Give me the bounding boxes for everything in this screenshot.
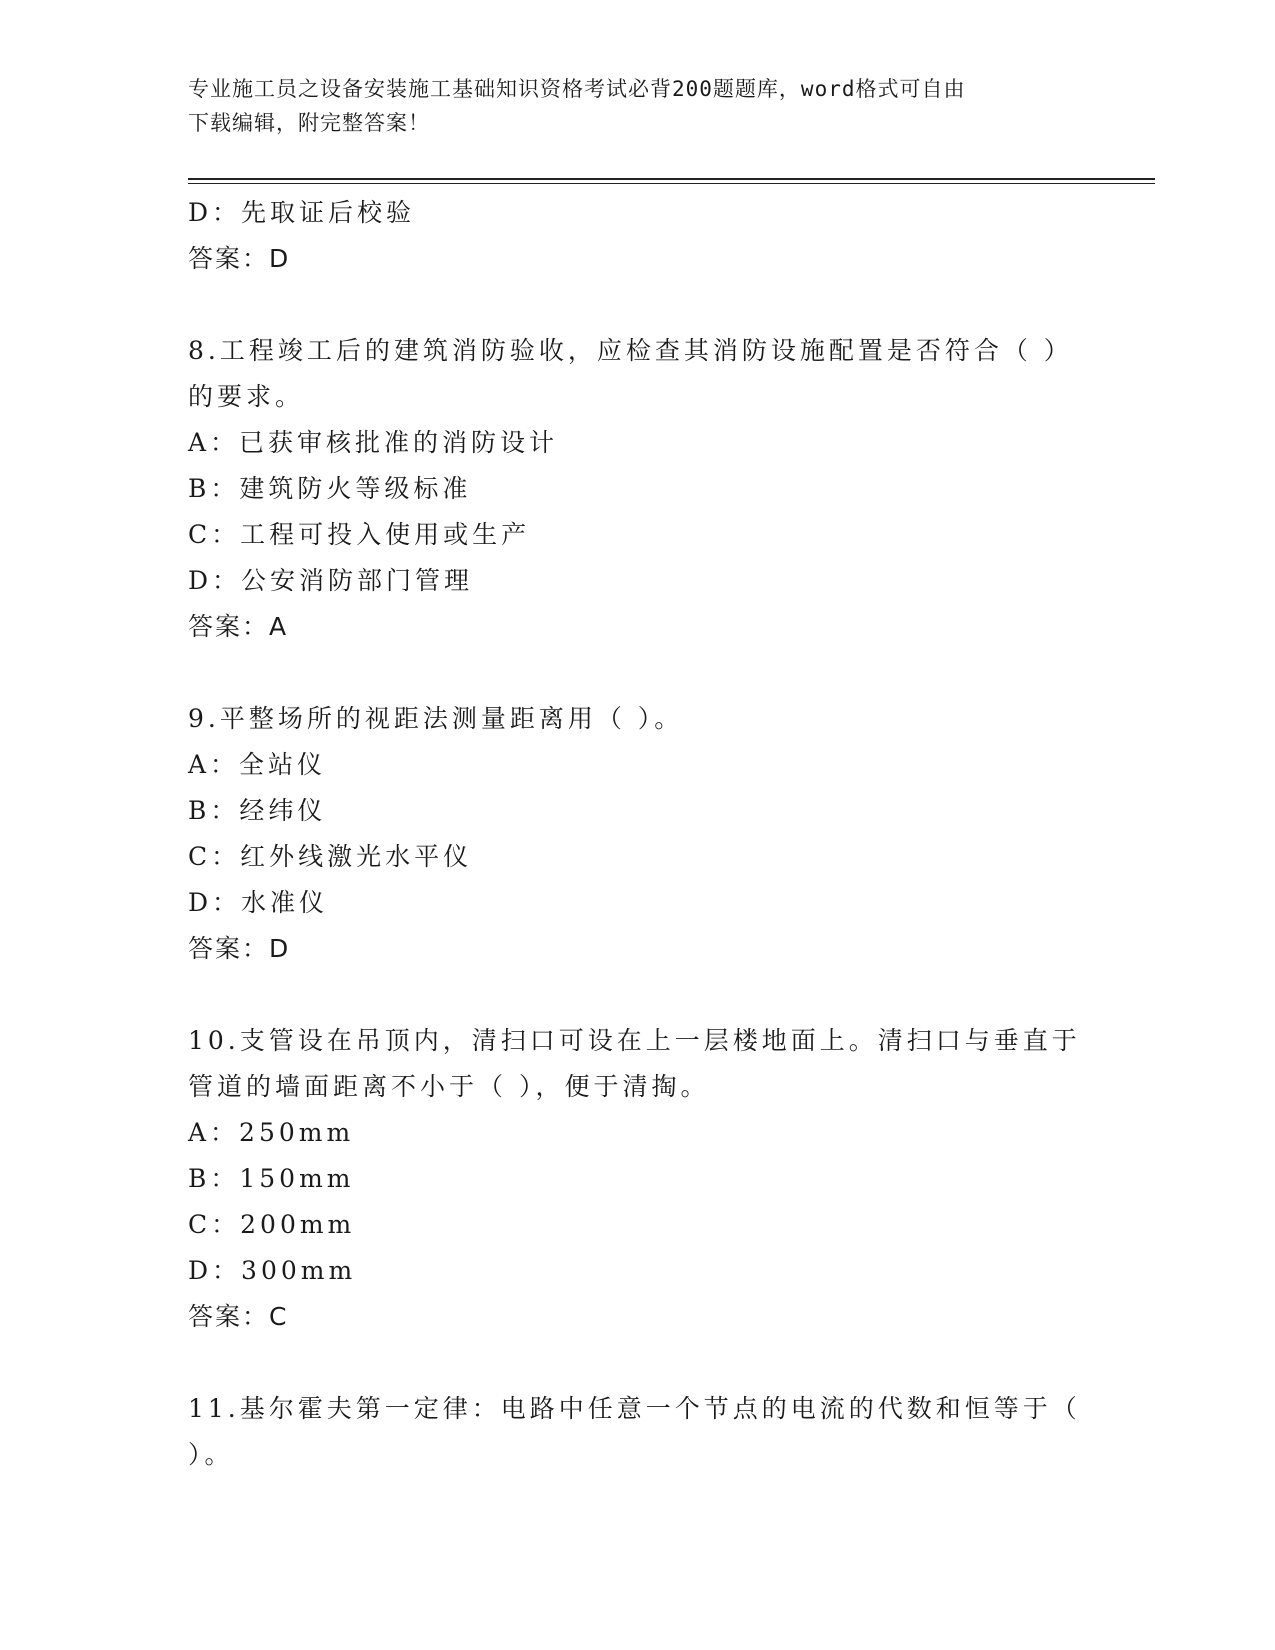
header-divider-thin: [188, 183, 1155, 184]
answer-line: 答案：D: [188, 934, 291, 963]
question-stem: 8.工程竣工后的建筑消防验收，应检查其消防设施配置是否符合（ ）: [188, 336, 1073, 365]
header-divider-thick: [188, 178, 1155, 180]
question-stem: 9.平整场所的视距法测量距离用（ ）。: [188, 704, 684, 733]
option-a: A：已获审核批准的消防设计: [188, 428, 559, 457]
option-a: A：250mm: [188, 1118, 355, 1147]
option-b: B：150mm: [188, 1164, 355, 1193]
option-d: D：300mm: [188, 1256, 357, 1285]
option-b: B：经纬仪: [188, 796, 327, 825]
question-stem-cont: ）。: [188, 1440, 234, 1469]
option-a: A：全站仪: [188, 750, 327, 779]
question-stem: 11.基尔霍夫第一定律：电路中任意一个节点的电流的代数和恒等于（: [188, 1394, 1081, 1423]
document-header: [188, 72, 1088, 140]
answer-line: 答案：C: [188, 1302, 289, 1331]
option-c: C：200mm: [188, 1210, 356, 1239]
option-c: C：红外线激光水平仪: [188, 842, 473, 871]
option-d: D：先取证后校验: [188, 198, 416, 227]
question-stem-cont: 管道的墙面距离不小于（ ），便于清掏。: [188, 1072, 710, 1101]
question-stem-cont: 的要求。: [188, 382, 305, 411]
option-c: C：工程可投入使用或生产: [188, 520, 531, 549]
header-line-2: 下载编辑，附完整答案！: [188, 111, 430, 135]
question-content: [188, 190, 1088, 1478]
answer-line: 答案：A: [188, 612, 289, 641]
option-b: B：建筑防火等级标准: [188, 474, 472, 503]
option-d: D：公安消防部门管理: [188, 566, 474, 595]
answer-line: 答案：D: [188, 244, 291, 273]
header-line-1: 专业施工员之设备安装施工基础知识资格考试必背200题题库，word格式可自由: [188, 77, 966, 101]
question-stem: 10.支管设在吊顶内，清扫口可设在上一层楼地面上。清扫口与垂直于: [188, 1026, 1081, 1055]
option-d: D：水准仪: [188, 888, 329, 917]
